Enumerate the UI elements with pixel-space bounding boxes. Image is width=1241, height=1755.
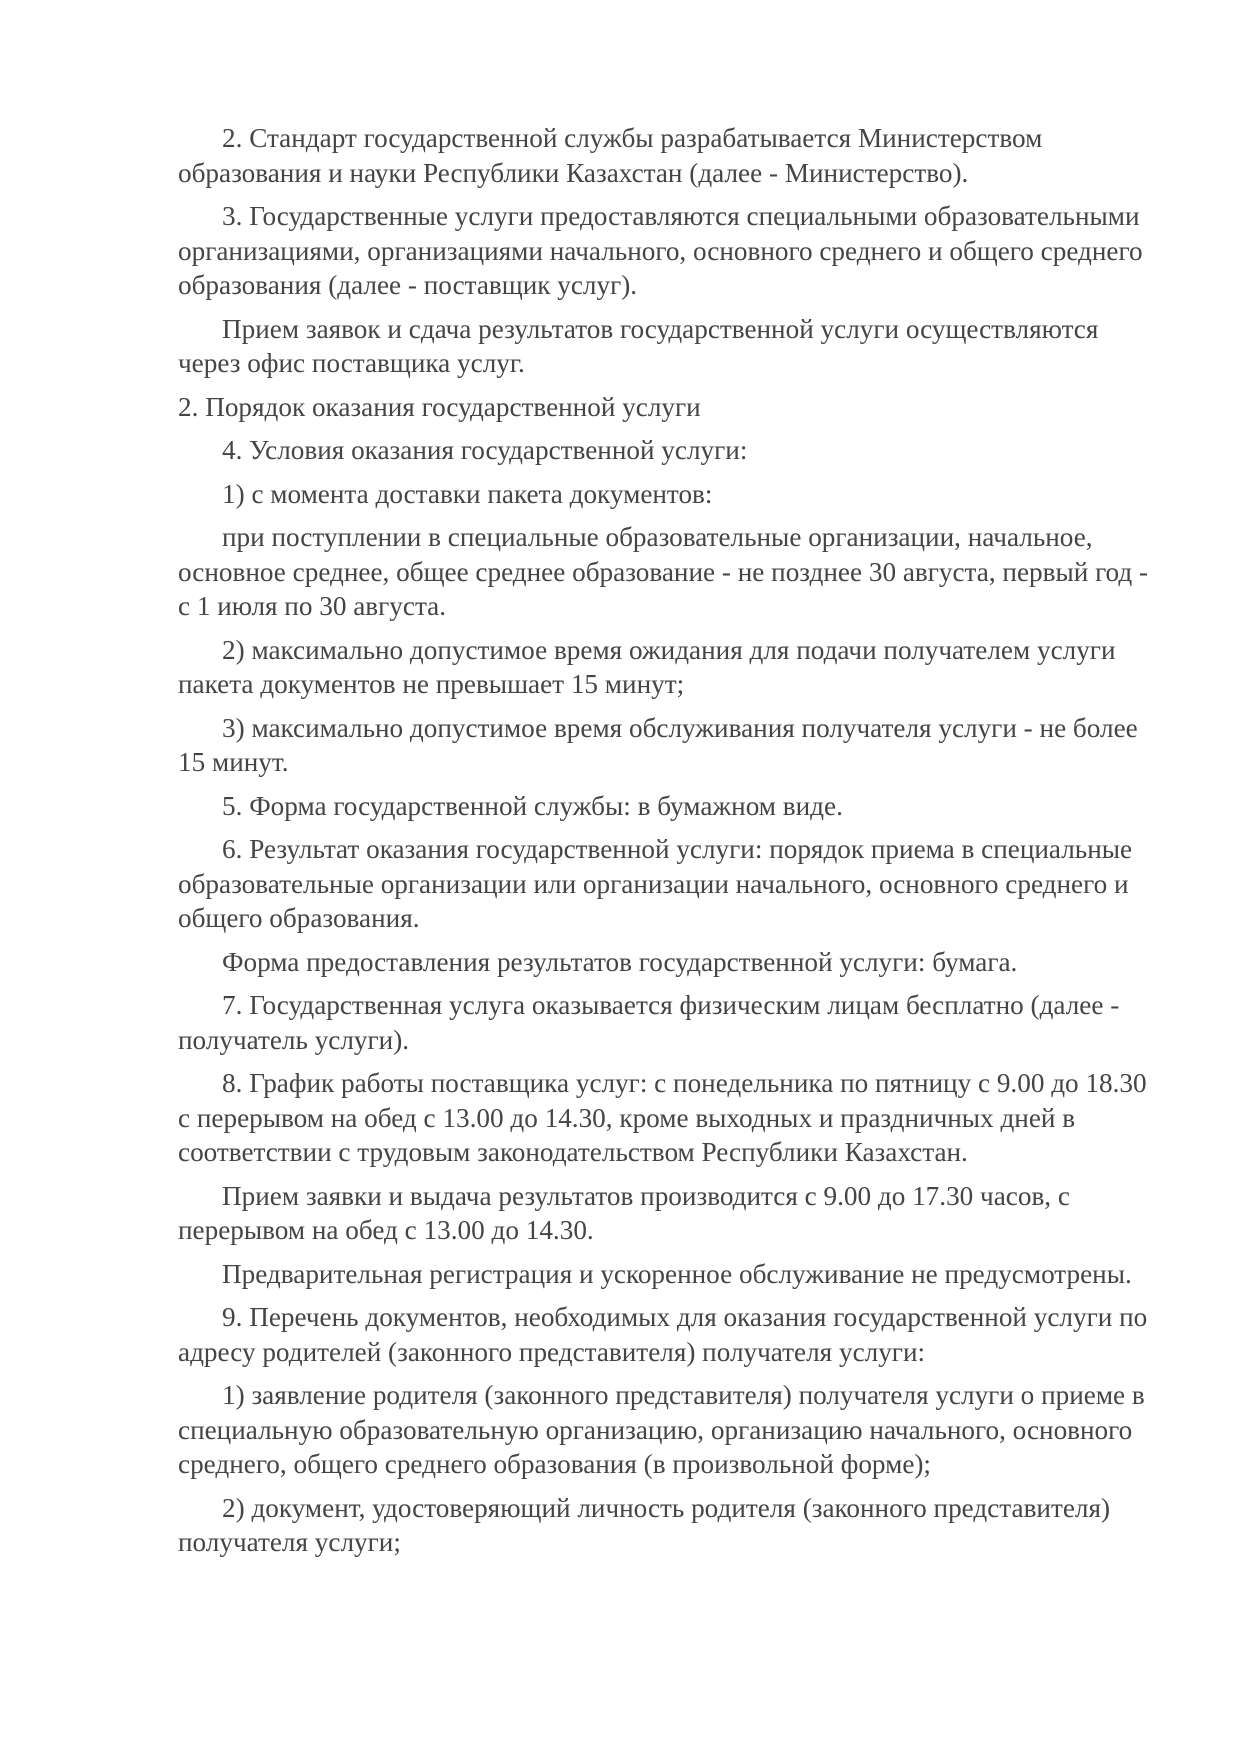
paragraph-preregistration: Предварительная регистрация и ускоренное обслуживание не предусмотрены. (222, 1258, 1132, 1289)
section-heading-procedure: 2. Порядок оказания государственной услуги (178, 391, 701, 422)
paragraph-item-4-conditions: 4. Условия оказания государственной услуги: (222, 435, 748, 465)
paragraph-subitem-2-identity-document: 2) документ, удостоверяющий личность родителя (законного представителя) получателя услуги; (178, 1492, 1111, 1557)
paragraph-item-6-result: 6. Результат оказания государственной услуги: порядок приема в специальные образовательные организации или организации начального, основного среднего и общего образования. (178, 834, 1133, 933)
paragraph-item-3-providers: 3. Государственные услуги предоставляются специальными образовательными организациями, организациями начального, основного среднего и общего среднего образования (далее - поставщик услуг). (178, 201, 1143, 300)
paragraph-item-2-standard: 2. Стандарт государственной службы разрабатывается Министерством образования и науки Республики Казахстан (далее - Министерство). (178, 123, 1043, 188)
paragraph-intake-hours: Прием заявки и выдача результатов производится с 9.00 до 17.30 часов, с перерывом на обед с 13.00 до 14.30. (178, 1180, 1070, 1245)
paragraph-result-form: Форма предоставления результатов государственной услуги: бумага. (222, 946, 1018, 977)
paragraph-item-5-form: 5. Форма государственной службы: в бумажном виде. (222, 790, 843, 821)
paragraph-subitem-3-service-time: 3) максимально допустимое время обслуживания получателя услуги - не более 15 минут. (178, 712, 1138, 777)
paragraph-admission-deadline: при поступлении в специальные образовательные организации, начальное, основное среднее, общее среднее образование - не позднее 30 августа, первый год - с 1 июля по 30 августа. (178, 522, 1149, 621)
paragraph-application-intake: Прием заявок и сдача результатов государственной услуги осуществляются через офис поставщика услуг. (178, 313, 1099, 378)
paragraph-subitem-1-application: 1) заявление родителя (законного представителя) получателя услуги о приеме в специальную образовательную организацию, организацию начального, основного среднего, общего среднего образования (в произвольной форме); (178, 1380, 1145, 1479)
paragraph-subitem-1-delivery: 1) с момента доставки пакета документов: (222, 478, 713, 509)
paragraph-item-9-documents-list: 9. Перечень документов, необходимых для оказания государственной услуги по адресу родителей (законного представителя) получателя услуги: (178, 1302, 1148, 1367)
paragraph-item-8-schedule: 8. График работы поставщика услуг: с понедельника по пятницу с 9.00 до 18.30 с перерывом на обед с 13.00 до 14.30, кроме выходных и праздничных дней в соответствии с трудовым законодательством Республики Казахстан. (178, 1068, 1147, 1167)
paragraph-item-7-free-of-charge: 7. Государственная услуга оказывается физическим лицам бесплатно (далее - получатель услуги). (178, 990, 1120, 1055)
document-page (178, 121, 1158, 1569)
paragraph-subitem-2-waiting-time: 2) максимально допустимое время ожидания для подачи получателем услуги пакета документов не превышает 15 минут; (178, 634, 1116, 699)
